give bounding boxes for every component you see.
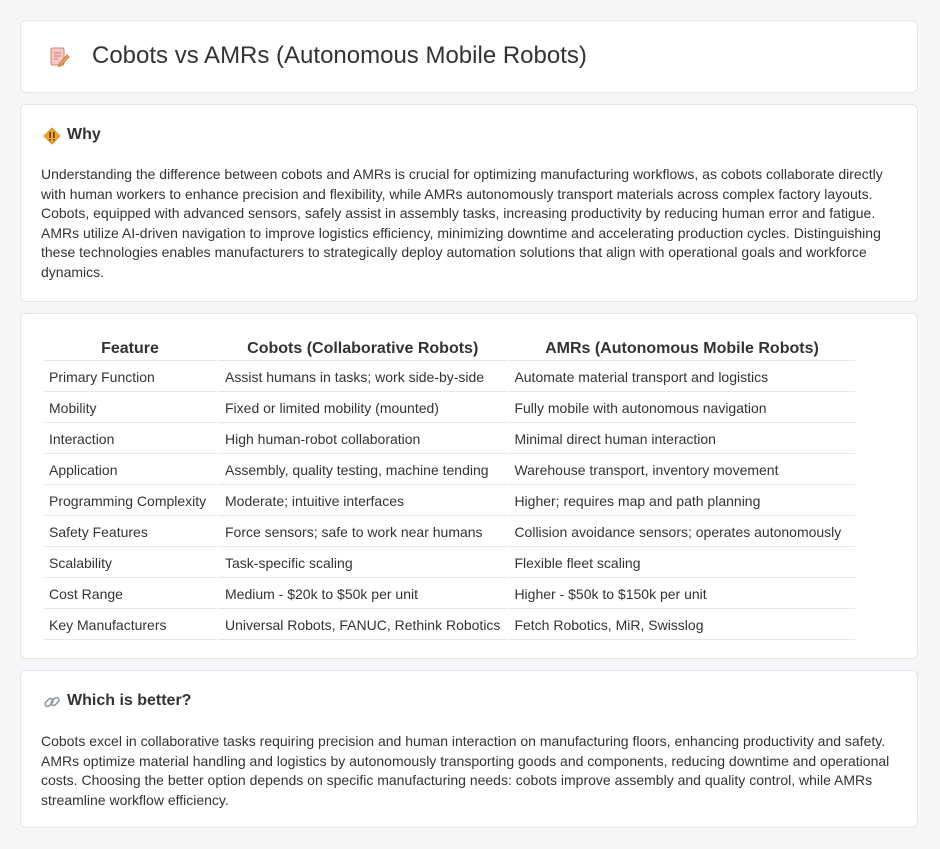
header-cobots: Cobots (Collaborative Robots): [219, 336, 506, 361]
amrs-cell: Warehouse transport, inventory movement: [508, 456, 855, 485]
cobots-cell: Universal Robots, FANUC, Rethink Robotics: [219, 611, 506, 640]
better-title: Which is better?: [67, 692, 192, 709]
table-row: [43, 456, 855, 485]
page-title: Cobots vs AMRs (Autonomous Mobile Robots): [92, 42, 587, 69]
feature-cell: Cost Range: [43, 580, 217, 609]
cobots-cell: Medium - $20k to $50k per unit: [219, 580, 506, 609]
amrs-cell: Fully mobile with autonomous navigation: [508, 394, 855, 423]
why-title: Why: [67, 126, 101, 143]
diamond-warning-icon: [43, 127, 61, 145]
table-header-row: [43, 336, 855, 361]
which-is-better-section: [20, 670, 918, 828]
feature-cell: Interaction: [43, 425, 217, 454]
comparison-table: [41, 334, 857, 642]
why-paragraph: Understanding the difference between cobots and AMRs is crucial for optimizing manufacturing workflows, as cobots collaborate directly with human workers to enhance precision and flexibility, while AMRs autonomously transport materials across complex factory layouts. Cobots, equipped with advanced sensors, safely assist in assembly tasks, increasing productivity by reducing human error and fatigue. AMRs utilize AI-driven navigation to improve logistics efficiency, minimizing downtime and accelerating production cycles. Distinguishing these technologies enables manufacturers to strategically deploy automation solutions that align with operational goals and workforce dynamics.: [41, 166, 883, 280]
cobots-cell: Task-specific scaling: [219, 549, 506, 578]
link-icon: [43, 693, 61, 711]
cobots-cell: Assist humans in tasks; work side-by-side: [219, 363, 506, 392]
table-row: [43, 549, 855, 578]
amrs-cell: Collision avoidance sensors; operates autonomously: [508, 518, 855, 547]
header-feature: Feature: [43, 336, 217, 361]
amrs-cell: Flexible fleet scaling: [508, 549, 855, 578]
table-row: [43, 518, 855, 547]
table-row: [43, 394, 855, 423]
table-row: [43, 580, 855, 609]
table-row: [43, 363, 855, 392]
document-pencil-icon: [48, 46, 70, 68]
feature-cell: Safety Features: [43, 518, 217, 547]
feature-cell: Scalability: [43, 549, 217, 578]
amrs-cell: Fetch Robotics, MiR, Swisslog: [508, 611, 855, 640]
feature-cell: Mobility: [43, 394, 217, 423]
why-section: [20, 104, 918, 302]
cobots-cell: Force sensors; safe to work near humans: [219, 518, 506, 547]
table-row: [43, 611, 855, 640]
comparison-section: [20, 313, 918, 659]
amrs-cell: Automate material transport and logistics: [508, 363, 855, 392]
cobots-cell: Assembly, quality testing, machine tending: [219, 456, 506, 485]
amrs-cell: Higher - $50k to $150k per unit: [508, 580, 855, 609]
header-amrs: AMRs (Autonomous Mobile Robots): [508, 336, 855, 361]
amrs-cell: Minimal direct human interaction: [508, 425, 855, 454]
feature-cell: Application: [43, 456, 217, 485]
feature-cell: Primary Function: [43, 363, 217, 392]
better-paragraph: Cobots excel in collaborative tasks requiring precision and human interaction on manufacturing floors, enhancing productivity and safety. AMRs optimize material handling and logistics by autonomously transporting goods and components, reducing downtime and operational costs. Choosing the better option depends on specific manufacturing needs: cobots improve assembly and quality control, while AMRs streamline workflow efficiency.: [41, 733, 890, 808]
cobots-cell: Moderate; intuitive interfaces: [219, 487, 506, 516]
table-row: [43, 425, 855, 454]
table-row: [43, 487, 855, 516]
amrs-cell: Higher; requires map and path planning: [508, 487, 855, 516]
feature-cell: Key Manufacturers: [43, 611, 217, 640]
title-card: [20, 20, 918, 93]
cobots-cell: Fixed or limited mobility (mounted): [219, 394, 506, 423]
feature-cell: Programming Complexity: [43, 487, 217, 516]
cobots-cell: High human-robot collaboration: [219, 425, 506, 454]
